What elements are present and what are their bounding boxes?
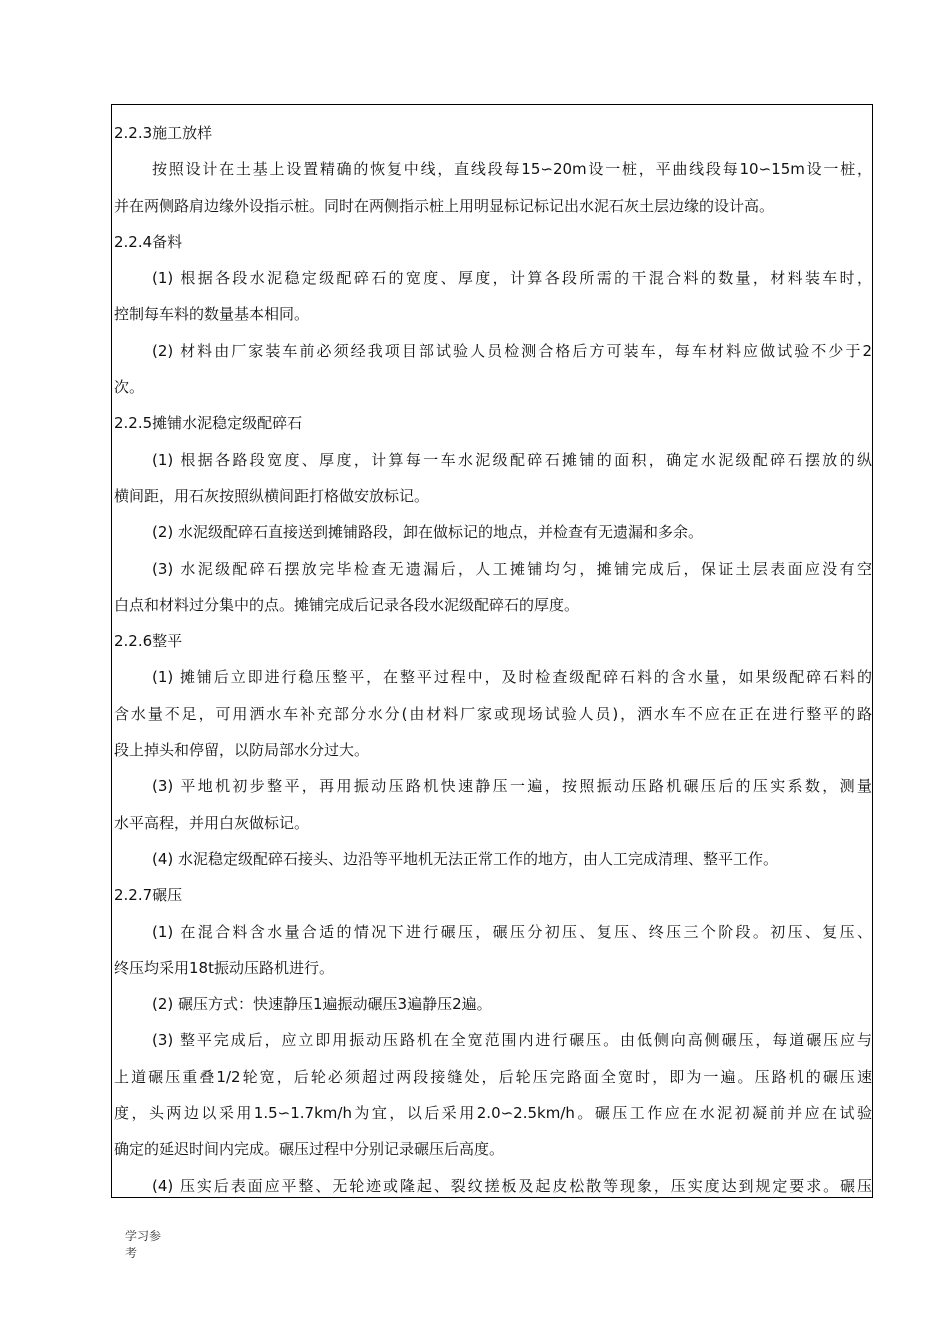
paragraph-line: 控制每车料的数量基本相同。 xyxy=(114,305,310,324)
paragraph-line: (3) 整平完成后，应立即用振动压路机在全宽范围内进行碾压。由低侧向高侧碾压，每道碾压应与 xyxy=(152,1031,872,1050)
section-heading: 2.2.7碾压 xyxy=(114,886,183,905)
paragraph-line: (1) 根据各路段宽度、厚度，计算每一车水泥级配碎石摊铺的面积，确定水泥级配碎石摆放的纵 xyxy=(152,450,872,469)
paragraph-line: 白点和材料过分集中的点。摊铺完成后记录各段水泥级配碎石的厚度。 xyxy=(114,595,580,614)
document-table-frame xyxy=(111,104,873,1198)
paragraph-line: (1) 摊铺后立即进行稳压整平，在整平过程中，及时检查级配碎石料的含水量，如果级配碎石料的 xyxy=(152,668,872,687)
section-heading: 2.2.3施工放样 xyxy=(114,124,213,142)
paragraph-line: (4) 水泥稳定级配碎石接头、边沿等平地机无法正常工作的地方，由人工完成清理、整平工作。 xyxy=(152,849,779,868)
paragraph-line: (3) 水泥级配碎石摆放完毕检查无遗漏后，人工摊铺均匀，摊铺完成后，保证土层表面应没有空 xyxy=(152,559,872,578)
paragraph-line: 确定的延迟时间内完成。碾压过程中分别记录碾压后高度。 xyxy=(114,1140,505,1159)
footer-line-2: 考 xyxy=(125,1246,138,1260)
paragraph-line: (4) 压实后表面应平整、无轮迹或隆起、裂纹搓板及起皮松散等现象，压实度达到规定要求。碾压 xyxy=(152,1176,872,1195)
paragraph-line: 横间距，用石灰按照纵横间距打格做安放标记。 xyxy=(114,486,430,505)
paragraph-line: 并在两侧路肩边缘外设指示桩。同时在两侧指示桩上用明显标记标记出水泥石灰土层边缘的设计高。 xyxy=(114,196,775,215)
paragraph-line: 含水量不足，可用洒水车补充部分水分(由材料厂家或现场试验人员)，洒水车不应在正在进行整平的路 xyxy=(114,704,872,723)
paragraph-line: 段上掉头和停留，以防局部水分过大。 xyxy=(114,741,370,760)
section-heading: 2.2.4备料 xyxy=(114,232,183,251)
paragraph-line: (3) 平地机初步整平，再用振动压路机快速静压一遍，按照振动压路机碾压后的压实系数，测量 xyxy=(152,777,872,796)
paragraph-line: 度，头两边以采用1.5∽1.7km/h为宜，以后采用2.0∽2.5km/h。碾压工作应在水泥初凝前并应在试验 xyxy=(114,1104,872,1123)
paragraph-line: (1) 在混合料含水量合适的情况下进行碾压，碾压分初压、复压、终压三个阶段。初压、复压、 xyxy=(152,922,872,941)
paragraph-line: 终压均采用18t振动压路机进行。 xyxy=(114,958,334,977)
paragraph-line: 上道碾压重叠1/2轮宽，后轮必须超过两段接缝处，后轮压完路面全宽时，即为一遍。压路机的碾压速 xyxy=(114,1067,872,1086)
footer-line-1: 学习参 xyxy=(125,1229,162,1243)
page-footer xyxy=(125,1228,175,1262)
paragraph-line: 次。 xyxy=(114,378,145,397)
paragraph-line: 按照设计在土基上设置精确的恢复中线，直线段每15∽20m设一桩，平曲线段每10∽15m设一桩， xyxy=(152,160,872,179)
paragraph-line: 水平高程，并用白灰做标记。 xyxy=(114,813,310,832)
document-body xyxy=(112,105,872,1198)
paragraph-line: (1) 根据各段水泥稳定级配碎石的宽度、厚度，计算各段所需的干混合料的数量，材料装车时， xyxy=(152,269,872,288)
paragraph-line: (2) 材料由厂家装车前必须经我项目部试验人员检测合格后方可装车，每车材料应做试验不少于2 xyxy=(152,341,872,360)
paragraph-line: (2) 碾压方式：快速静压1遍振动碾压3遍静压2遍。 xyxy=(152,995,492,1014)
section-heading: 2.2.5摊铺水泥稳定级配碎石 xyxy=(114,414,303,433)
section-heading: 2.2.6整平 xyxy=(114,632,183,651)
paragraph-line: (2) 水泥级配碎石直接送到摊铺路段，卸在做标记的地点，并检查有无遗漏和多余。 xyxy=(152,523,704,542)
